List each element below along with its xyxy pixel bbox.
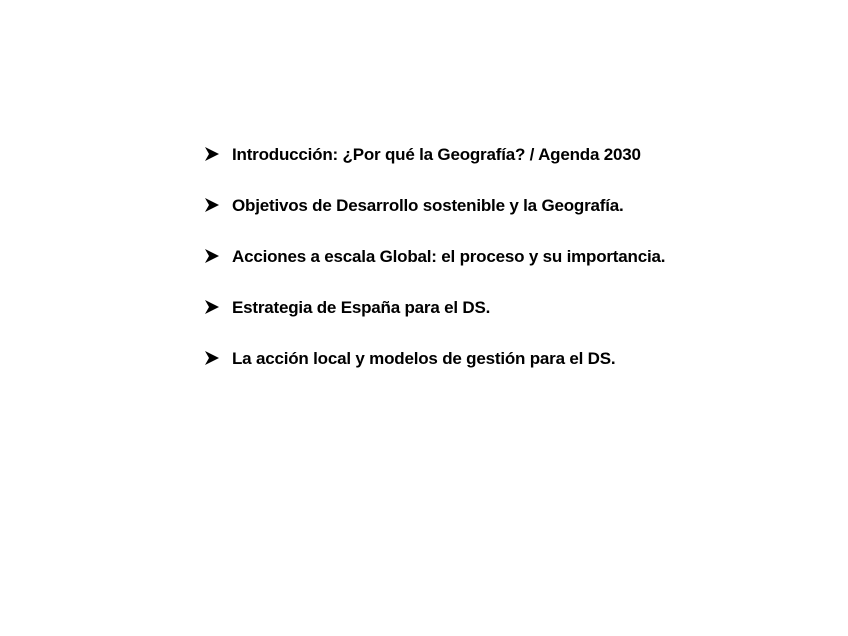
arrowhead-bullet-icon (204, 141, 232, 168)
list-item (204, 141, 665, 168)
arrowhead-bullet-icon (204, 243, 232, 270)
list-item (204, 345, 665, 372)
arrowhead-bullet-icon (204, 192, 232, 219)
agenda-item-label: La acción local y modelos de gestión para el DS. (232, 349, 616, 368)
list-item (204, 192, 665, 219)
list-item (204, 294, 665, 321)
agenda-list (204, 141, 665, 396)
agenda-item-label: Objetivos de Desarrollo sostenible y la Geografía. (232, 196, 624, 215)
agenda-item-label: Estrategia de España para el DS. (232, 298, 491, 317)
agenda-item-label: Introducción: ¿Por qué la Geografía? / Agenda 2030 (232, 145, 641, 164)
arrowhead-bullet-icon (204, 345, 232, 372)
agenda-item-label: Acciones a escala Global: el proceso y su importancia. (232, 247, 666, 266)
arrowhead-bullet-icon (204, 294, 232, 321)
list-item (204, 243, 665, 270)
